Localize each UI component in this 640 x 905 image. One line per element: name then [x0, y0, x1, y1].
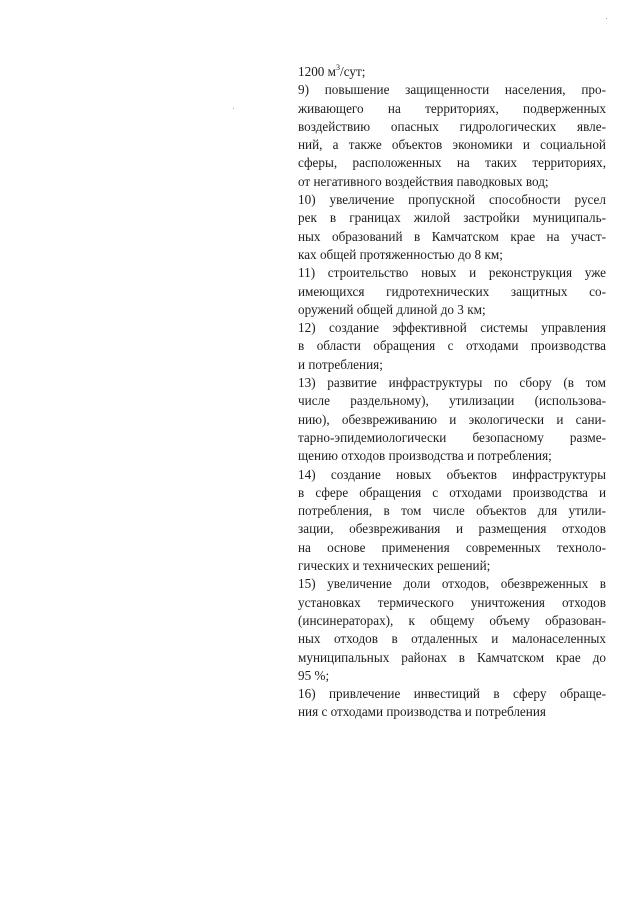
text-line: 11) строительство новых и реконструкция уже	[298, 265, 606, 281]
list-item-16	[298, 685, 606, 722]
text-line: на основе применения современных техноло-	[298, 539, 606, 555]
text-line: 9) повышение защищенности населения, про-	[298, 82, 606, 98]
first-line	[298, 63, 606, 81]
text-line: оружений общей длиной до 3 км;	[298, 301, 486, 317]
text-line: зации, обезвреживания и размещения отходов	[298, 521, 606, 537]
text-line: муниципальных районах в Камчатском крае до	[298, 649, 606, 665]
text-line: от негативного воздействия паводковых вод;	[298, 173, 549, 189]
list-item-12	[298, 319, 606, 374]
list-item-13	[298, 374, 606, 465]
list-item-15	[298, 575, 606, 685]
text-line: живающего на территориях, подверженных	[298, 100, 606, 116]
text-line: в области обращения с отходами производства	[298, 338, 606, 354]
list-item-9	[298, 81, 606, 191]
text-line: тарно-эпидемиологически безопасному разме-	[298, 429, 606, 445]
text-line: установках термического уничтожения отходов	[298, 594, 606, 610]
list-item-11	[298, 264, 606, 319]
text-line: потребления, в том числе объектов для утили-	[298, 503, 606, 519]
text-line: в сфере обращения с отходами производства и	[298, 484, 606, 500]
text-line: воздействию опасных гидрологических явле-	[298, 118, 606, 134]
text-line: 15) увеличение доли отходов, обезвреженных в	[298, 576, 606, 592]
text-line: нию), обезвреживанию и экологически и сани-	[298, 411, 606, 427]
text-line: имеющихся гидротехнических защитных со-	[298, 283, 606, 299]
volume-superscript: 3	[336, 63, 341, 72]
text-line: 95 %;	[298, 667, 330, 683]
volume-value: 1200 м	[298, 64, 337, 79]
volume-unit-rest: /сут;	[340, 64, 366, 79]
text-line: рек в границах жилой застройки муниципаль-	[298, 210, 606, 226]
list-item-10	[298, 191, 606, 264]
text-line: гических и технических решений;	[298, 558, 491, 574]
text-line: и потребления;	[298, 356, 383, 372]
text-line: ных отходов в отдаленных и малонаселенных	[298, 631, 606, 647]
text-line: 14) создание новых объектов инфраструктуры	[298, 466, 606, 482]
text-line: (инсинераторах), к общему объему образован-	[298, 612, 606, 628]
text-line: щению отходов производства и потребления;	[298, 448, 552, 464]
text-line: 10) увеличение пропускной способности русел	[298, 192, 606, 208]
list-item-14	[298, 466, 606, 576]
text-line: ках общей протяженностью до 8 км;	[298, 246, 503, 262]
scan-speck	[233, 108, 234, 109]
text-line: сферы, расположенных на таких территориях,	[298, 155, 606, 171]
text-line: ния с отходами производства и потребления	[298, 704, 546, 720]
scan-speck	[606, 18, 607, 19]
text-line: ний, а также объектов экономики и социальной	[298, 137, 606, 153]
text-line: 12) создание эффективной системы управления	[298, 320, 606, 336]
text-line: ных образований в Камчатском крае на участ-	[298, 228, 606, 244]
text-line: числе раздельному), утилизации (использова-	[298, 393, 606, 409]
document-text-column	[298, 63, 606, 722]
text-line: 16) привлечение инвестиций в сферу обраще-	[298, 686, 606, 702]
text-line: 13) развитие инфраструктуры по сбору (в том	[298, 375, 606, 391]
